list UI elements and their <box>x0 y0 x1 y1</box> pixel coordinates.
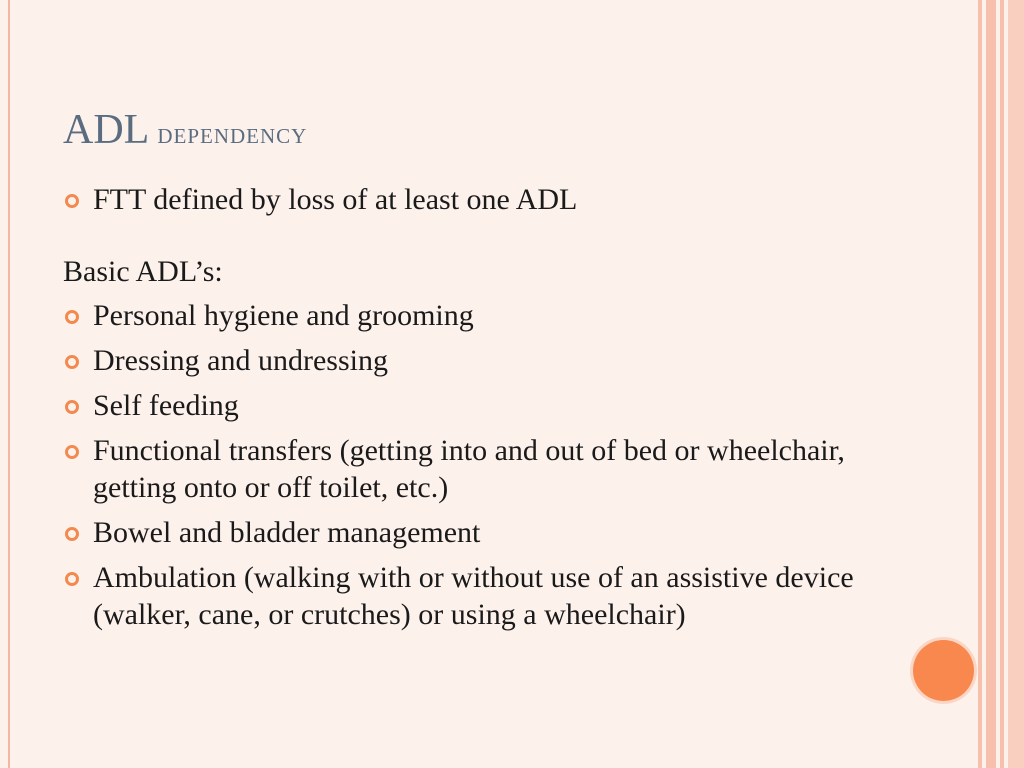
slide-title-main: ADL <box>63 107 150 153</box>
list-item <box>63 432 883 506</box>
slide-title <box>63 106 307 154</box>
right-stripe-3 <box>1000 0 1004 768</box>
intro-bullet-text: FTT defined by loss of at least one ADL <box>93 183 578 216</box>
bullet-icon <box>65 572 79 586</box>
slide-title-rest: dependency <box>157 117 308 150</box>
decorative-circle-icon <box>913 640 974 701</box>
list-item-text: Functional transfers (getting into and out of bed or wheelchair, getting onto or off toilet, etc.) <box>93 434 845 504</box>
bullet-icon <box>65 445 79 459</box>
list-item-text: Bowel and bladder management <box>93 516 481 549</box>
bullet-icon <box>65 400 79 414</box>
right-stripe-4 <box>1008 0 1024 768</box>
list-item-text: Dressing and undressing <box>93 344 388 377</box>
bullet-icon <box>65 194 79 208</box>
list-item <box>63 297 883 334</box>
right-stripe-1 <box>978 0 982 768</box>
bullet-icon <box>65 355 79 369</box>
list-item-text: Personal hygiene and grooming <box>93 299 474 332</box>
right-stripe-2 <box>986 0 996 768</box>
list-item-text: Ambulation (walking with or without use of an assistive device (walker, cane, or crutches) or using a wheelchair) <box>93 561 854 631</box>
list-item <box>63 387 883 424</box>
list-item <box>63 342 883 379</box>
subheading: Basic ADL’s: <box>63 255 223 288</box>
list-item <box>63 514 883 551</box>
left-frame-line <box>8 0 10 768</box>
list-item <box>63 559 883 633</box>
slide-content <box>63 181 883 641</box>
bullet-icon <box>65 310 79 324</box>
bullet-icon <box>65 527 79 541</box>
list-item-text: Self feeding <box>93 389 239 422</box>
intro-bullet <box>63 181 883 218</box>
